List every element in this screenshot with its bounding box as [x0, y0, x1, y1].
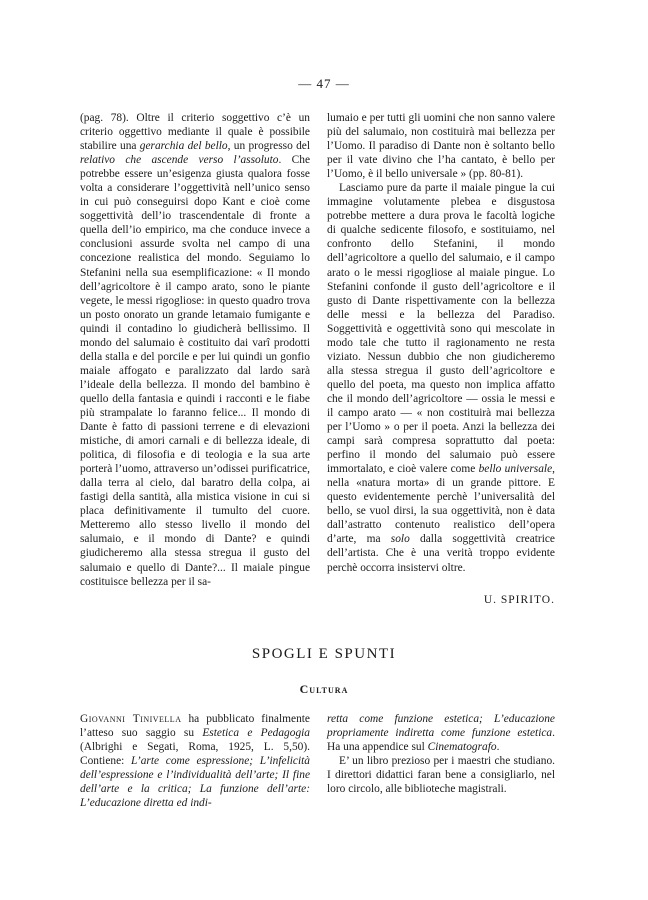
- article-right-column: [327, 111, 555, 575]
- italic-text: Estetica e Pedagogia: [202, 727, 311, 740]
- text-run: .: [496, 741, 500, 754]
- author-name: Giovanni Tinivella: [80, 713, 182, 725]
- paragraph: [327, 111, 555, 181]
- text-run: (Albrighi e Segati, Roma, 1925, L. 5,50). Contiene:: [80, 741, 310, 768]
- text-run: (pag. 78). Oltre il criterio soggettivo c’è un criterio oggettivo mediante il quale è possibile stabilire una: [80, 112, 310, 153]
- paragraph: [80, 712, 310, 810]
- text-run: lumaio e per tutti gli uomini che non sanno valere più del salumaio, non costituirà mai bellezza per l’Uomo. Il paradiso di Dante non è soltanto bello per il vate divino che l’ha cantato, è bello per l’Uomo, è il bello universale » (pp. 80-81).: [327, 112, 555, 181]
- page-number: — 47 —: [298, 76, 350, 91]
- article-left-column: [80, 111, 310, 589]
- paragraph: [327, 712, 555, 754]
- text-run: E’ un libro prezioso per i maestri che studiano. I direttori didattici faran bene a consigliarlo, nel loro circolo, alle biblioteche magistrali.: [327, 755, 555, 796]
- italic-text: Cinematografo: [427, 741, 497, 754]
- section-right-column: [327, 712, 555, 796]
- text-run: . Che potrebbe essere un’esigenza giusta qualora fosse volta a considerare l’oggettività nell’unico senso in cui può conseguirsi dopo Kant e cioè come soggettività dell’io trascendentale di fronte a quella dell’io empirico, ma che conduce invece a conclusioni assurde svolta nel campo di una concezione realistica del mondo. Seguiamo lo Stefanini nella sua esemplificazione: « Il mondo dell’agricoltore è il campo arato, sono le piante vegete, le messi rigogliose: in questo quadro trova un posto onorato un grande letamaio fumigante e quindi il contadino lo giudicherà bellissimo. Il mondo del salumaio è costituito dai varî prodotti della stalla e del porcile e per lui quindi un gonfio maiale affogato e paralizzato dal lardo sarà l’ideale della bellezza. Il mondo del bambino è quello della fantasia e quindi i racconti e le fiabe più strampalate lo faranno felice... Il mondo di Dante è fatto di passioni terrene e di elevazioni mistiche, di amori carnali e di bellezza ideale, di politica, di filosofia e di teologia e la sua arte porterà l’uomo, attraverso un’odissei purificatrice, dalla terra al cielo, dal baratro della colpa, ai fastigi della santità, alla mistica visione in cui si placa definitivamente il tumulto del cuore. Metteremo allo stesso livello il mondo del salumaio, e il mondo di Dante? e quindi giudicheremo alla stessa stregua il gusto del salumaio e quello di Dante?... Il maiale pingue costituisce bellezza per il sa-: [80, 154, 311, 588]
- italic-text: bello universale: [478, 463, 553, 476]
- italic-text: retta come funzione estetica; L’educazione propriamente indiretta come funzione estetica: [327, 713, 555, 740]
- subsection-title: Cultura: [299, 682, 349, 696]
- italic-text: relativo che ascende verso l’assoluto: [80, 154, 279, 167]
- text-run: Lasciamo pure da parte il maiale pingue la cui immagine volutamente plebea e disgustosa potrebbe mettere a dura prova le facoltà logiche di qualche sedicente filosofo, e sostituiamo, nel confronto dello Stefanini, il mondo dell’agricoltore a quello del salumaio, e il campo arato o le messi rigogliose al maiale pingue. Lo Stefanini confonde il gusto dell’agricoltore e il gusto di Dante rispettivamente con la bellezza delle messi e la bellezza del Paradiso. Soggettività e oggettività sono qui mescolate in modo tale che tutto il ragionamento ne resta viziato. Nessun dubbio che non giudicheremo alla stessa stregua il gusto dell’agricoltore e quello del poeta, ma questo non implica affatto che il mondo dell’agricoltore — ossia le messi e il campo arato — « non costituirà mai bellezza per l’Uomo » o per il poeta. Anzi la bellezza dei campi sarà compresa soprattutto dal poeta: perfino il mondo del salumaio può essere immortalato, e cioè valere come: [327, 182, 555, 476]
- italic-text: solo: [390, 533, 410, 546]
- paragraph: [80, 111, 310, 589]
- italic-text: gerarchia del bello: [139, 140, 228, 153]
- text-run: ha pubblicato finalmente l’atteso suo saggio su: [80, 713, 310, 740]
- text-run: , un progresso del: [227, 140, 310, 153]
- paragraph: [327, 181, 555, 574]
- italic-text: L’arte come espressione; L’infelicità dell’espressione e l’individualità dell’arte; Il fine dell’arte e la critica; La funzione dell’arte: L’educazione diretta ed indi-: [80, 755, 310, 810]
- section-title: SPOGLI E SPUNTI: [251, 646, 397, 662]
- text-run: . Ha una appendice sul: [327, 727, 555, 754]
- author-signature: U. SPIRITO.: [483, 594, 555, 606]
- section-left-column: [80, 712, 310, 810]
- text-run: dalla soggettività creatrice dell’artista. Che è una verità troppo evidente perchè occorra insistervi oltre.: [327, 533, 555, 574]
- text-run: , nella «natura morta» di un grande pittore. E questo evidentemente perchè l’universalità del bello, se vuol dirsi, la sua oggettività, non è data dall’astratto contenuto realistico dell’opera d’arte, ma: [327, 463, 555, 546]
- paragraph: [327, 754, 555, 796]
